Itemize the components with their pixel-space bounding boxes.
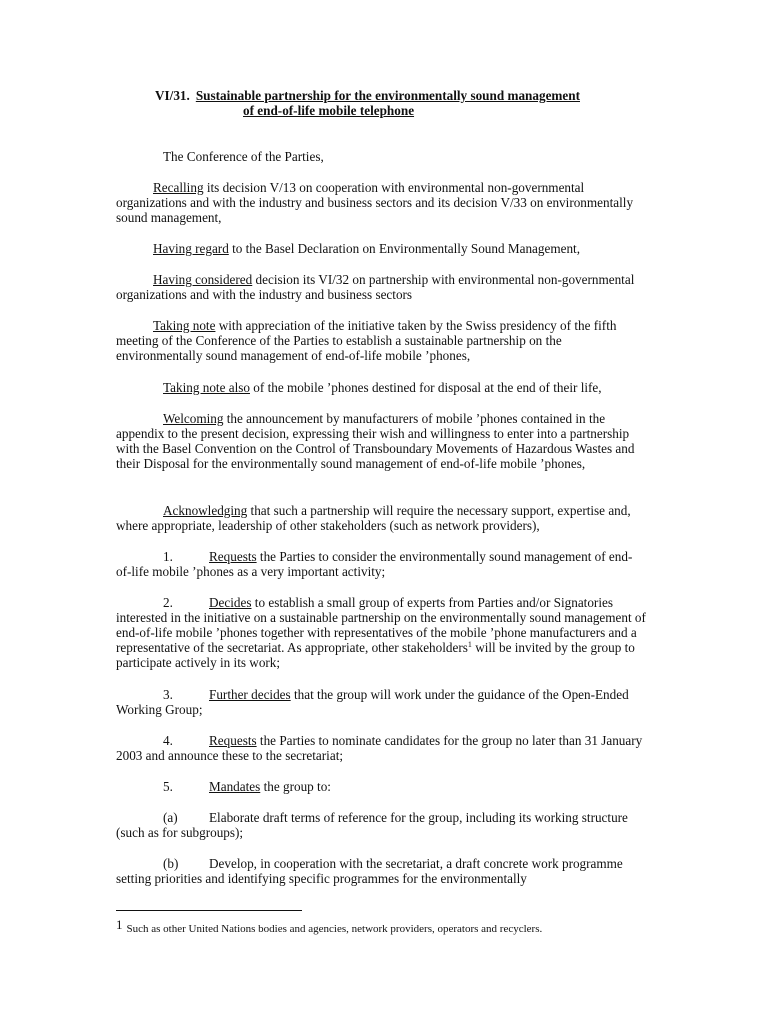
footnote-separator	[116, 910, 302, 911]
subitem-b: (b) Develop, in cooperation with the secretariat, a draft concrete work programme setting priorities and identifying specific programmes for the environmentally	[116, 856, 623, 886]
operative-item-1: 1. Requests the Parties to consider the environmentally sound management of end-of-life mobile ’phones as a very important activity;	[116, 549, 633, 579]
operative-item-4: 4. Requests the Parties to nominate candidates for the group no later than 31 January 2003 and announce these to the secretariat;	[116, 733, 643, 763]
title-line-2: of end-of-life mobile telephone	[243, 103, 415, 118]
preamble-welcoming: Welcoming the announcement by manufacturers of mobile ’phones contained in the appendix to the present decision, expressing their wish and willingness to enter into a partnership with the Basel Convention on the Control of Transboundary Movements of Hazardous Wastes and their Disposal for the environmentally sound management of end-of-life mobile ’phones,	[116, 411, 635, 471]
preamble-recalling: Recalling its decision V/13 on cooperation with environmental non-governmental organizations and with the industry and business sectors and its decision V/33 on environmentally sound management,	[116, 180, 634, 225]
title-line-1: Sustainable partnership for the environmentally sound management	[195, 88, 580, 103]
preamble-acknowledging: Acknowledging that such a partnership will require the necessary support, expertise and, where appropriate, leadership of other stakeholders (such as network providers),	[116, 503, 631, 533]
operative-item-5: 5. Mandates the group to:	[163, 779, 331, 794]
subitem-a: (a) Elaborate draft terms of reference for the group, including its working structure (such as for subgroups);	[116, 810, 628, 840]
intro-line: The Conference of the Parties,	[163, 149, 324, 164]
preamble-having-considered: Having considered decision its VI/32 on partnership with environmental non-governmental organizations and with the industry and business sectors	[116, 272, 635, 302]
decision-number: VI/31.	[155, 88, 190, 103]
footnote-text: Such as other United Nations bodies and agencies, network providers, operators and recyclers.	[126, 923, 543, 935]
preamble-having-regard: Having regard to the Basel Declaration on Environmentally Sound Management,	[153, 241, 581, 256]
operative-item-3: 3. Further decides that the group will work under the guidance of the Open-Ended Working Group;	[116, 687, 629, 717]
preamble-taking-note: Taking note with appreciation of the initiative taken by the Swiss presidency of the fifth meeting of the Conference of the Parties to establish a sustainable partnership on the environmentally sound management of end-of-life mobile ’phones,	[116, 318, 617, 363]
preamble-taking-note-also: Taking note also of the mobile ’phones destined for disposal at the end of their life,	[163, 380, 602, 395]
footnote-reference[interactable]: 1	[467, 640, 472, 649]
footnote	[116, 918, 542, 936]
decision-title	[155, 88, 580, 118]
operative-item-2: 2. Decides to establish a small group of experts from Parties and/or Signatories interested in the initiative on a sustainable partnership on the environmentally sound management of end-of-life mobile ’phones together with representatives of the mobile ’phone manufacturers and a representative of the secretariat. As appropriate, other stakeholders$^1$ will be invited by the group to participate actively in its work;	[116, 595, 646, 670]
footnote-mark: 1	[116, 917, 123, 932]
